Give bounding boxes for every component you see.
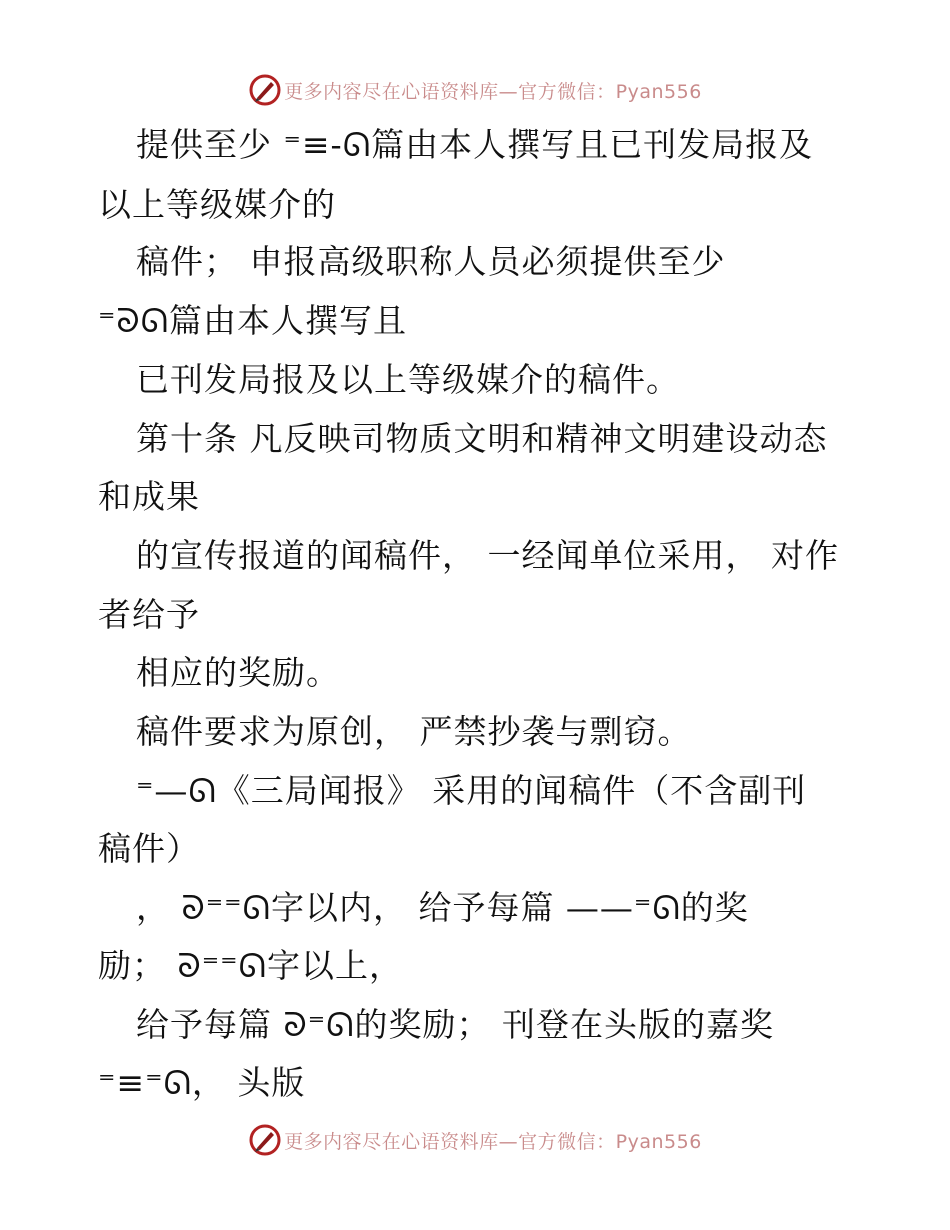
text-line: 者给予 bbox=[98, 595, 200, 634]
text-line: ⁼≡⁼ᘏ， 头版 bbox=[98, 1063, 306, 1102]
text-line: 以上等级媒介的 bbox=[98, 185, 336, 224]
text-line: 提供至少 ⁼≡-ᘏ篇由本人撰写且已刊发局报及 bbox=[136, 125, 814, 164]
text-line: ⁼—ᘏ《三局闻报》 采用的闻稿件（不含副刊 bbox=[136, 771, 807, 810]
footer-banner bbox=[0, 1120, 950, 1160]
banner-text: 更多内容尽在心语资料库—官方微信：Pyan556 bbox=[284, 80, 702, 103]
text-line: ⁼ᘐᘏ篇由本人撰写且 bbox=[98, 301, 408, 340]
text-line: 和成果 bbox=[98, 477, 200, 516]
text-line: 第十条 凡反映司物质文明和精神文明建设动态 bbox=[136, 419, 828, 458]
text-line: 稿件； 申报高级职称人员必须提供至少 bbox=[136, 242, 726, 281]
pen-logo-icon bbox=[248, 1123, 282, 1157]
text-line: 稿件要求为原创， 严禁抄袭与剽窃。 bbox=[136, 712, 692, 751]
banner-text: 更多内容尽在心语资料库—官方微信：Pyan556 bbox=[284, 1130, 702, 1153]
text-line: ， ᘐ⁼⁼ᘏ字以内， 给予每篇 ——⁼ᘏ的奖 bbox=[136, 888, 749, 927]
text-line: 已刊发局报及以上等级媒介的稿件。 bbox=[136, 360, 680, 399]
text-line: 励； ᘐ⁼⁼ᘏ字以上， bbox=[98, 946, 403, 985]
text-line: 给予每篇 ᘐ⁼ᘏ的奖励； 刊登在头版的嘉奖 bbox=[136, 1005, 775, 1044]
text-line: 稿件） bbox=[98, 829, 200, 868]
text-line: 的宣传报道的闻稿件， 一经闻单位采用， 对作 bbox=[136, 536, 839, 575]
text-line: 相应的奖励。 bbox=[136, 653, 340, 692]
